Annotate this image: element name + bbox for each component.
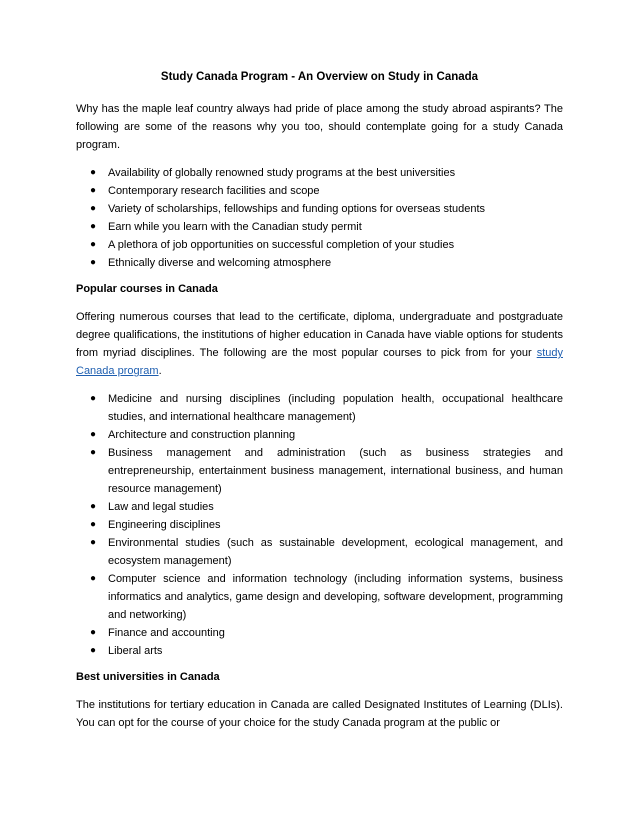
list-item: ● Variety of scholarships, fellowships and funding options for overseas students [76,200,563,218]
list-item: ● Engineering disciplines [76,516,563,534]
courses-heading: Popular courses in Canada [76,283,218,295]
bullet-icon: ● [90,573,97,584]
bullet-icon: ● [90,185,97,196]
reasons-list [76,164,563,272]
bullet-icon: ● [90,393,97,404]
list-item: ● Contemporary research facilities and scope [76,182,563,200]
bullet-icon: ● [90,537,97,548]
bullet-icon: ● [90,627,97,638]
list-item: ● Law and legal studies [76,498,563,516]
list-item: ● Architecture and construction planning [76,426,563,444]
bullet-icon: ● [90,239,97,250]
list-item: ● Finance and accounting [76,624,563,642]
list-item: ● Earn while you learn with the Canadian study permit [76,218,563,236]
bullet-icon: ● [90,221,97,232]
intro-paragraph: Why has the maple leaf country always had pride of place among the study abroad aspirants? The following are some of the reasons why you too, should contemplate going for a study Canada program. [76,103,563,151]
document-title: Study Canada Program - An Overview on Study in Canada [160,71,479,83]
bullet-icon: ● [90,203,97,214]
bullet-icon: ● [90,429,97,440]
list-item: ● A plethora of job opportunities on successful completion of your studies [76,236,563,254]
bullet-icon: ● [90,645,97,656]
list-item: ● Ethnically diverse and welcoming atmosphere [76,254,563,272]
list-item: ● Liberal arts [76,642,563,660]
list-item: ● Environmental studies (such as sustainable development, ecological management, and ecosystem management) [76,534,563,570]
universities-heading: Best universities in Canada [76,671,220,683]
document-page [76,68,563,742]
universities-paragraph: The institutions for tertiary education in Canada are called Designated Institutes of Learning (DLIs). You can opt for the course of your choice for the study Canada program at the public or [76,699,563,729]
study-canada-program-link[interactable]: study Canada program [76,347,563,377]
bullet-icon: ● [90,519,97,530]
list-item: ● Business management and administration (such as business strategies and entrepreneurship, entertainment business management, international business, and human resource management) [76,444,563,498]
bullet-icon: ● [90,167,97,178]
bullet-icon: ● [90,447,97,458]
list-item: ● Computer science and information technology (including information systems, business informatics and analytics, game design and developing, software development, programming and networking) [76,570,563,624]
courses-list [76,390,563,660]
list-item: ● Medicine and nursing disciplines (including population health, occupational healthcare studies, and international healthcare management) [76,390,563,426]
courses-intro-paragraph: Offering numerous courses that lead to the certificate, diploma, undergraduate and postgraduate degree qualifications, the institutions of higher education in Canada have viable options for students from myriad disciplines. The following are the most popular courses to pick from for your study Canada program. [76,311,563,377]
list-item: ● Availability of globally renowned study programs at the best universities [76,164,563,182]
bullet-icon: ● [90,257,97,268]
bullet-icon: ● [90,501,97,512]
